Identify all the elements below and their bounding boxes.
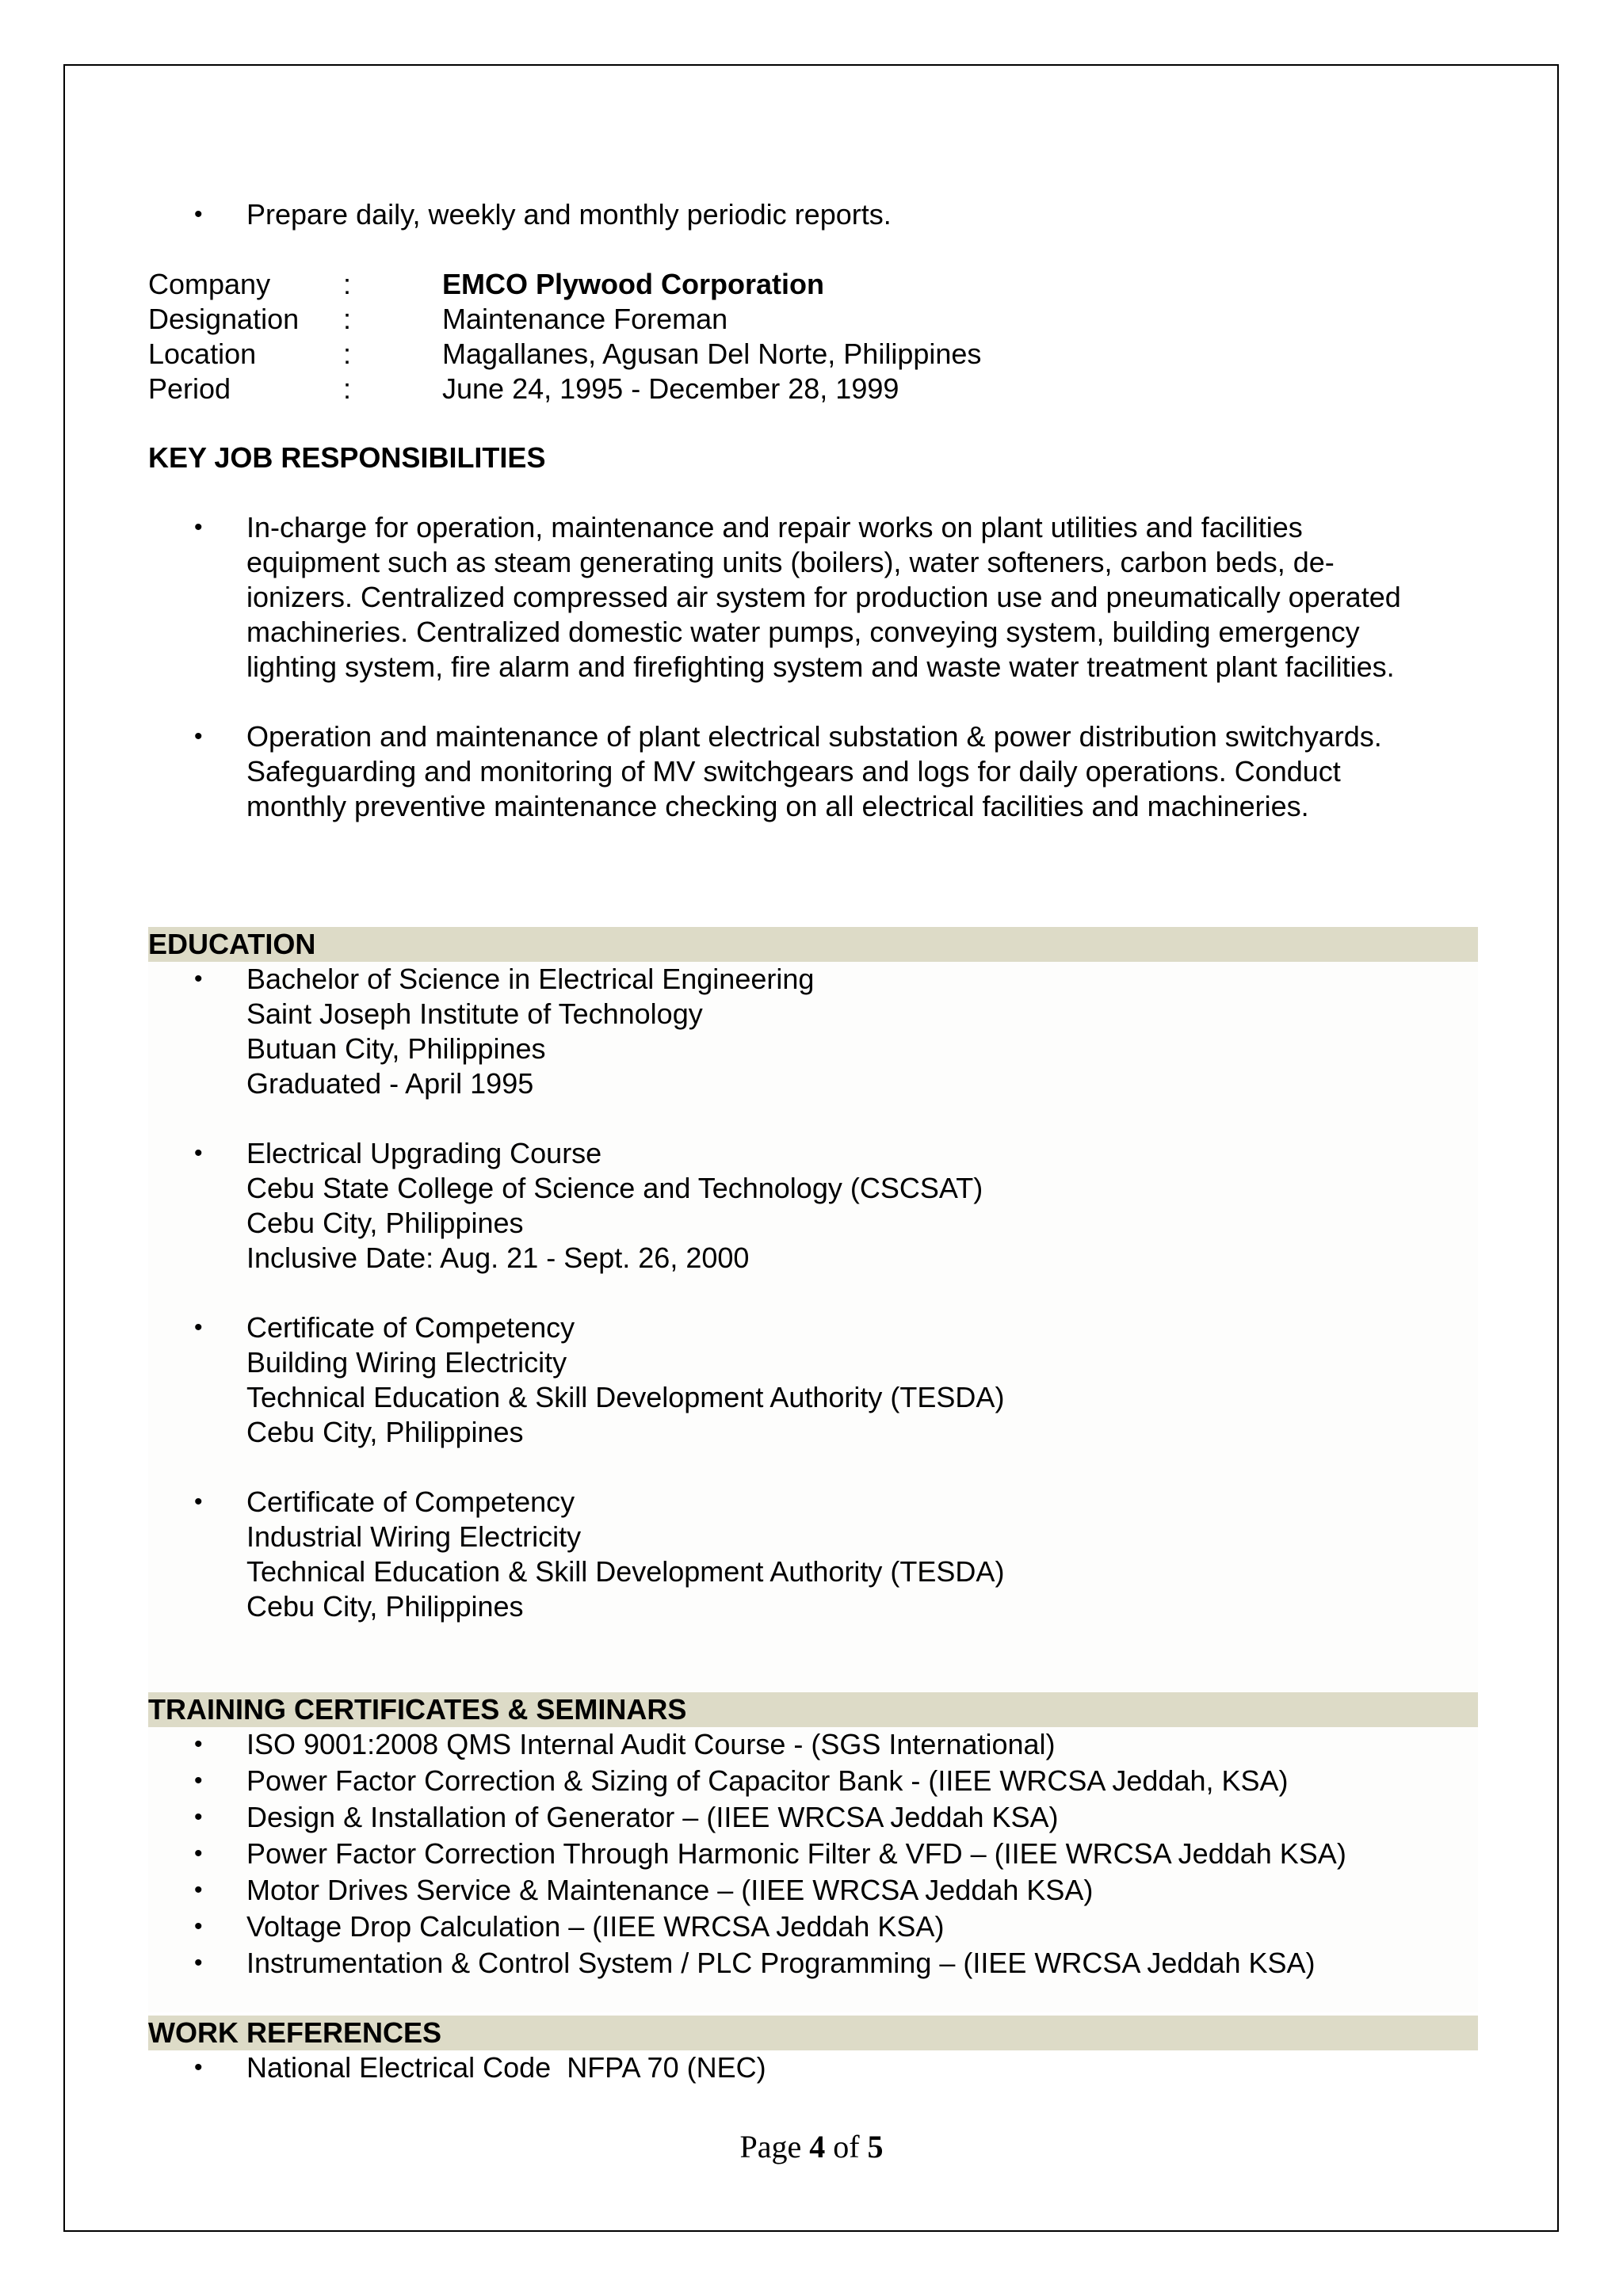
responsibility-line: machineries. Centralized domestic water pumps, conveying system, building emergency bbox=[246, 616, 1360, 648]
training-item: Motor Drives Service & Maintenance – (IIEE WRCSA Jeddah KSA) bbox=[246, 1874, 1094, 1906]
job-sep: : bbox=[343, 268, 352, 300]
education-line: Industrial Wiring Electricity bbox=[246, 1520, 582, 1553]
job-value-designation: Maintenance Foreman bbox=[442, 303, 728, 335]
job-label-period: Period bbox=[148, 372, 231, 405]
job-sep: : bbox=[343, 303, 352, 335]
bullet-dot: • bbox=[194, 966, 203, 992]
bullet-dot: • bbox=[194, 201, 203, 227]
responsibility-line: Safeguarding and monitoring of MV switchgears and logs for daily operations. Conduct bbox=[246, 755, 1341, 788]
page-word: Page bbox=[739, 2129, 802, 2164]
responsibilities-heading: KEY JOB RESPONSIBILITIES bbox=[148, 441, 546, 474]
bullet-dot: • bbox=[194, 1950, 203, 1976]
job-sep: : bbox=[343, 338, 352, 370]
page-of-word: of bbox=[833, 2129, 860, 2164]
training-heading: TRAINING CERTIFICATES & SEMINARS bbox=[148, 1693, 687, 1726]
education-line: Inclusive Date: Aug. 21 - Sept. 26, 2000 bbox=[246, 1241, 750, 1274]
education-line: Technical Education & Skill Development Authority (TESDA) bbox=[246, 1555, 1005, 1588]
top-bullet-text: Prepare daily, weekly and monthly periodic reports. bbox=[246, 198, 892, 231]
page-number bbox=[0, 2128, 1623, 2166]
job-label-company: Company bbox=[148, 268, 271, 300]
education-line: Certificate of Competency bbox=[246, 1486, 575, 1518]
bullet-dot: • bbox=[194, 723, 203, 749]
training-item: Design & Installation of Generator – (IIEE WRCSA Jeddah KSA) bbox=[246, 1801, 1059, 1833]
education-line: Cebu City, Philippines bbox=[246, 1416, 524, 1448]
job-sep: : bbox=[343, 372, 352, 405]
training-item: Voltage Drop Calculation – (IIEE WRCSA Jeddah KSA) bbox=[246, 1910, 945, 1943]
education-heading-band bbox=[148, 927, 1478, 962]
job-value-company: EMCO Plywood Corporation bbox=[442, 268, 824, 300]
responsibility-line: monthly preventive maintenance checking on all electrical facilities and machineries. bbox=[246, 790, 1309, 822]
education-line: Technical Education & Skill Development Authority (TESDA) bbox=[246, 1381, 1005, 1413]
bullet-dot: • bbox=[194, 1731, 203, 1757]
training-item: Power Factor Correction & Sizing of Capacitor Bank - (IIEE WRCSA Jeddah, KSA) bbox=[246, 1764, 1289, 1797]
education-line: Graduated - April 1995 bbox=[246, 1067, 534, 1100]
bullet-dot: • bbox=[194, 1140, 203, 1166]
education-line: Certificate of Competency bbox=[246, 1311, 575, 1344]
references-heading: WORK REFERENCES bbox=[148, 2016, 442, 2049]
training-item: Power Factor Correction Through Harmonic Filter & VFD – (IIEE WRCSA Jeddah KSA) bbox=[246, 1837, 1346, 1870]
page-total: 5 bbox=[867, 2129, 884, 2164]
education-line: Bachelor of Science in Electrical Engineering bbox=[246, 963, 815, 995]
bullet-dot: • bbox=[194, 1840, 203, 1867]
bullet-dot: • bbox=[194, 1314, 203, 1341]
bullet-dot: • bbox=[194, 1489, 203, 1515]
education-heading: EDUCATION bbox=[148, 928, 316, 960]
job-value-period: June 24, 1995 - December 28, 1999 bbox=[442, 372, 899, 405]
responsibility-line: ionizers. Centralized compressed air system for production use and pneumatically operated bbox=[246, 581, 1401, 613]
education-line: Saint Joseph Institute of Technology bbox=[246, 997, 703, 1030]
responsibility-line: equipment such as steam generating units (boilers), water softeners, carbon beds, de- bbox=[246, 546, 1335, 578]
job-label-location: Location bbox=[148, 338, 257, 370]
education-line: Cebu State College of Science and Technology (CSCSAT) bbox=[246, 1172, 983, 1204]
bullet-dot: • bbox=[194, 1877, 203, 1903]
education-line: Building Wiring Electricity bbox=[246, 1346, 567, 1379]
bullet-dot: • bbox=[194, 1804, 203, 1830]
responsibility-line: lighting system, fire alarm and firefighting system and waste water treatment plant facilities. bbox=[246, 650, 1395, 683]
responsibility-line: In-charge for operation, maintenance and repair works on plant utilities and facilities bbox=[246, 511, 1303, 543]
education-line: Cebu City, Philippines bbox=[246, 1207, 524, 1239]
job-value-location: Magallanes, Agusan Del Norte, Philippines bbox=[442, 338, 982, 370]
responsibility-line: Operation and maintenance of plant electrical substation & power distribution switchyards. bbox=[246, 720, 1382, 753]
bullet-dot: • bbox=[194, 1768, 203, 1794]
bullet-dot: • bbox=[194, 514, 203, 540]
training-item: ISO 9001:2008 QMS Internal Audit Course - (SGS International) bbox=[246, 1728, 1056, 1760]
training-item: Instrumentation & Control System / PLC Programming – (IIEE WRCSA Jeddah KSA) bbox=[246, 1947, 1316, 1979]
page-current: 4 bbox=[809, 2129, 826, 2164]
education-line: Electrical Upgrading Course bbox=[246, 1137, 602, 1169]
education-line: Butuan City, Philippines bbox=[246, 1032, 546, 1065]
reference-item: National Electrical Code NFPA 70 (NEC) bbox=[246, 2051, 766, 2084]
bullet-dot: • bbox=[194, 1913, 203, 1939]
job-label-designation: Designation bbox=[148, 303, 300, 335]
education-line: Cebu City, Philippines bbox=[246, 1590, 524, 1623]
bullet-dot: • bbox=[194, 2054, 203, 2081]
